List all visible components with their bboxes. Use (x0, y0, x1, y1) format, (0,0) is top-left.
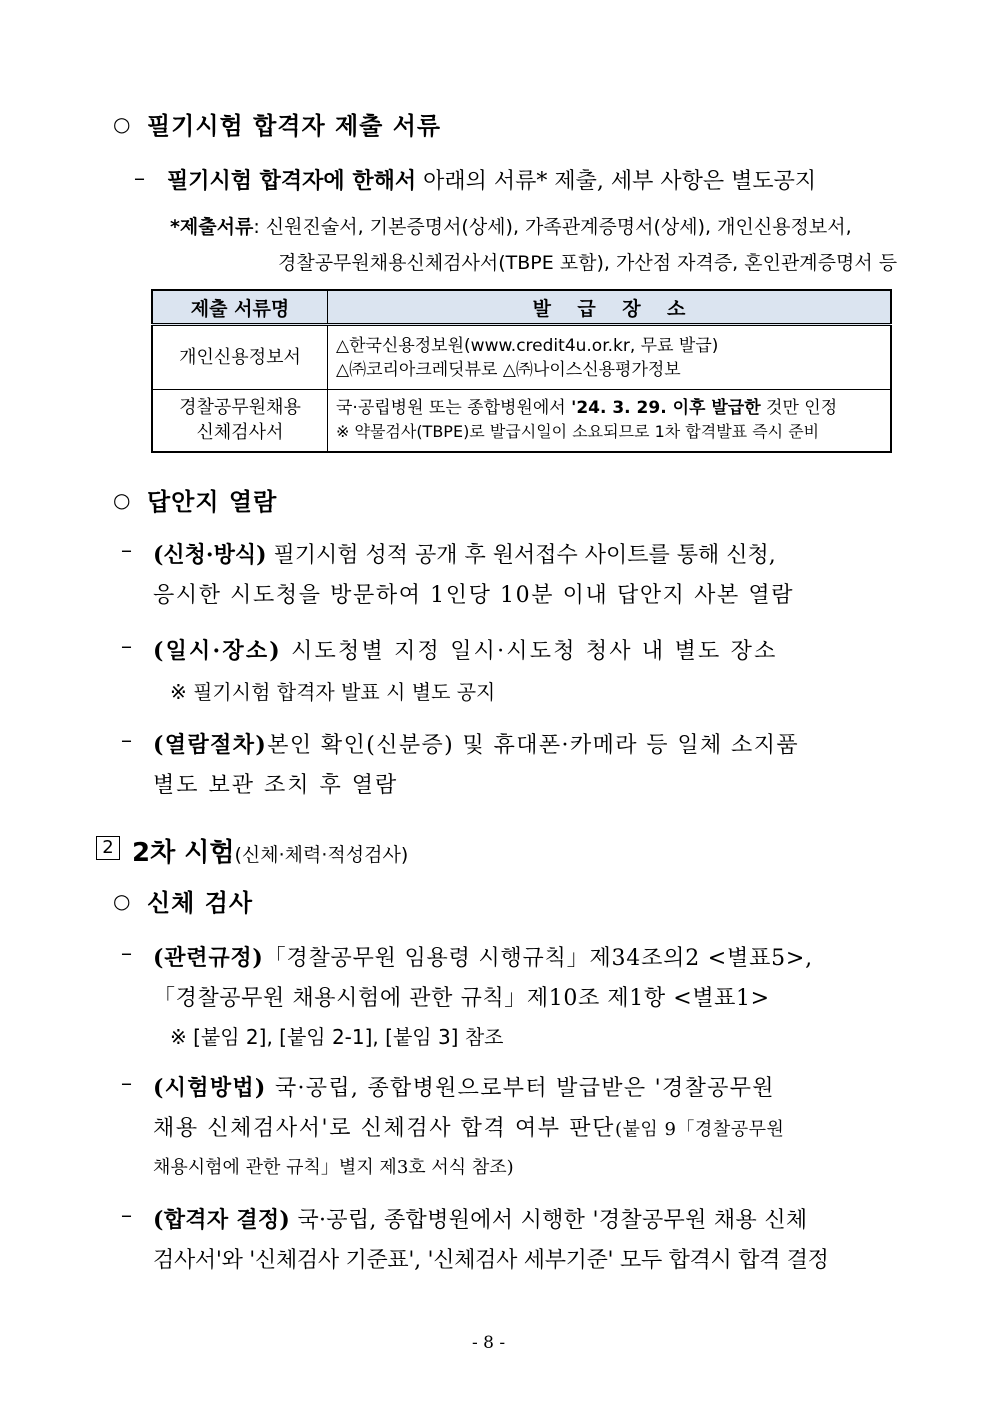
item-line (153, 1071, 775, 1102)
place-text: 국·공립병원 또는 종합병원에서 (336, 398, 572, 419)
section-title (132, 832, 408, 869)
dash: – (121, 728, 132, 753)
item-label: (열람절차) (153, 732, 268, 758)
item-label: (신청·방식) (153, 542, 267, 568)
place-text: 것만 인정 (760, 398, 838, 419)
section-heading: 답안지 열람 (147, 487, 278, 516)
table-row (152, 325, 891, 390)
name-line: 신체검사서 (196, 422, 284, 444)
bullet-circle: ○ (113, 488, 131, 512)
table-header-place: 발 급 장 소 (328, 290, 892, 325)
item-line (153, 1111, 784, 1142)
name-line: 경찰공무원채용 (179, 397, 301, 419)
item-text: 국·공립, 종합병원에서 시행한 '경찰공무원 채용 신체 (297, 1208, 808, 1233)
note-docs-line1 (170, 212, 852, 239)
bullet-circle: ○ (113, 889, 131, 913)
item-text: 채용 신체검사서'로 신체검사 합격 여부 판단 (153, 1116, 615, 1141)
section-number-box: 2 (96, 836, 120, 860)
item-text-small: (붙임 9「경찰공무원 (614, 1119, 785, 1140)
documents-table (151, 289, 892, 453)
item-line: 검사서'와 '신체검사 기준표', '신체검사 세부기준' 모두 합격시 합격 결정 (153, 1248, 829, 1273)
item-line: 별도 보관 조치 후 열람 (153, 773, 399, 798)
note-text: : 신원진술서, 기본증명서(상세), 가족관계증명서(상세), 개인신용정보서, (253, 216, 852, 238)
section-title-main: 2차 시험 (132, 838, 235, 868)
item-note: ※ 필기시험 합격자 발표 시 별도 공지 (170, 680, 496, 704)
item-label: (시험방법) (153, 1075, 267, 1101)
table-cell-name (152, 390, 328, 452)
section-title-sub: (신체·체력·적성검사) (234, 844, 409, 866)
item-line: 응시한 시도청을 방문하여 1인당 10분 이내 답안지 사본 열람 (153, 583, 795, 608)
item-label: (관련규정) (153, 945, 264, 971)
item-line (153, 634, 778, 665)
item-line (153, 941, 813, 972)
place-line: △한국신용정보원(www.credit4u.or.kr, 무료 발급) (336, 335, 719, 356)
table-header-name: 제출 서류명 (152, 290, 328, 325)
table-cell-place (328, 390, 892, 452)
table-header-row (152, 290, 891, 325)
place-line: ※ 약물검사(TBPE)로 발급시일이 소요되므로 1차 합격발표 즉시 준비 (336, 422, 820, 442)
item-note: ※ [붙임 2], [붙임 2-1], [붙임 3] 참조 (170, 1025, 504, 1049)
page-number: - 8 - (472, 1333, 506, 1353)
item-text: 「경찰공무원 임용령 시행규칙」제34조의2 <별표5>, (263, 946, 813, 971)
submission-line-bold: 필기시험 합격자에 한해서 (167, 168, 417, 194)
item-text: 본인 확인(신분증) 및 휴대폰·카메라 등 일체 소지품 (267, 733, 799, 758)
note-docs-line2: 경찰공무원채용신체검사서(TBPE 포함), 가산점 자격증, 혼인관계증명서 등 (278, 252, 898, 274)
item-text: 시도청별 지정 일시·시도청 청사 내 별도 장소 (291, 639, 778, 664)
note-label: *제출서류 (170, 216, 254, 238)
dash: – (134, 166, 145, 191)
item-line: 채용시험에 관한 규칙」별지 제3호 서식 참조) (153, 1157, 514, 1178)
item-text: 필기시험 성적 공개 후 원서접수 사이트를 통해 신청, (273, 543, 776, 568)
bullet-circle: ○ (113, 112, 131, 136)
item-label: (합격자 결정) (153, 1207, 291, 1233)
section-heading: 필기시험 합격자 제출 서류 (147, 111, 442, 140)
item-line (153, 1203, 807, 1234)
dash: – (121, 1203, 132, 1228)
submission-line (167, 164, 816, 195)
table-row (152, 390, 891, 452)
dash: – (121, 941, 132, 966)
section-heading: 신체 검사 (147, 888, 254, 917)
dash: – (121, 634, 132, 659)
item-line: 「경찰공무원 채용시험에 관한 규칙」제10조 제1항 <별표1> (153, 986, 770, 1011)
place-date-bold: '24. 3. 29. 이후 발급한 (571, 398, 761, 419)
table-cell-name: 개인신용정보서 (152, 325, 328, 390)
submission-line-rest: 아래의 서류* 제출, 세부 사항은 별도공지 (423, 169, 817, 194)
item-text: 국·공립, 종합병원으로부터 발급받은 '경찰공무원 (274, 1076, 775, 1101)
dash: – (121, 538, 132, 563)
table-cell-place (328, 325, 892, 390)
item-line (153, 538, 894, 569)
item-label: (일시·장소) (153, 638, 282, 664)
place-line: △㈜코리아크레딧뷰로 △㈜나이스신용평가정보 (336, 359, 681, 380)
item-line (153, 728, 799, 759)
place-line (336, 396, 890, 420)
dash: – (121, 1071, 132, 1096)
